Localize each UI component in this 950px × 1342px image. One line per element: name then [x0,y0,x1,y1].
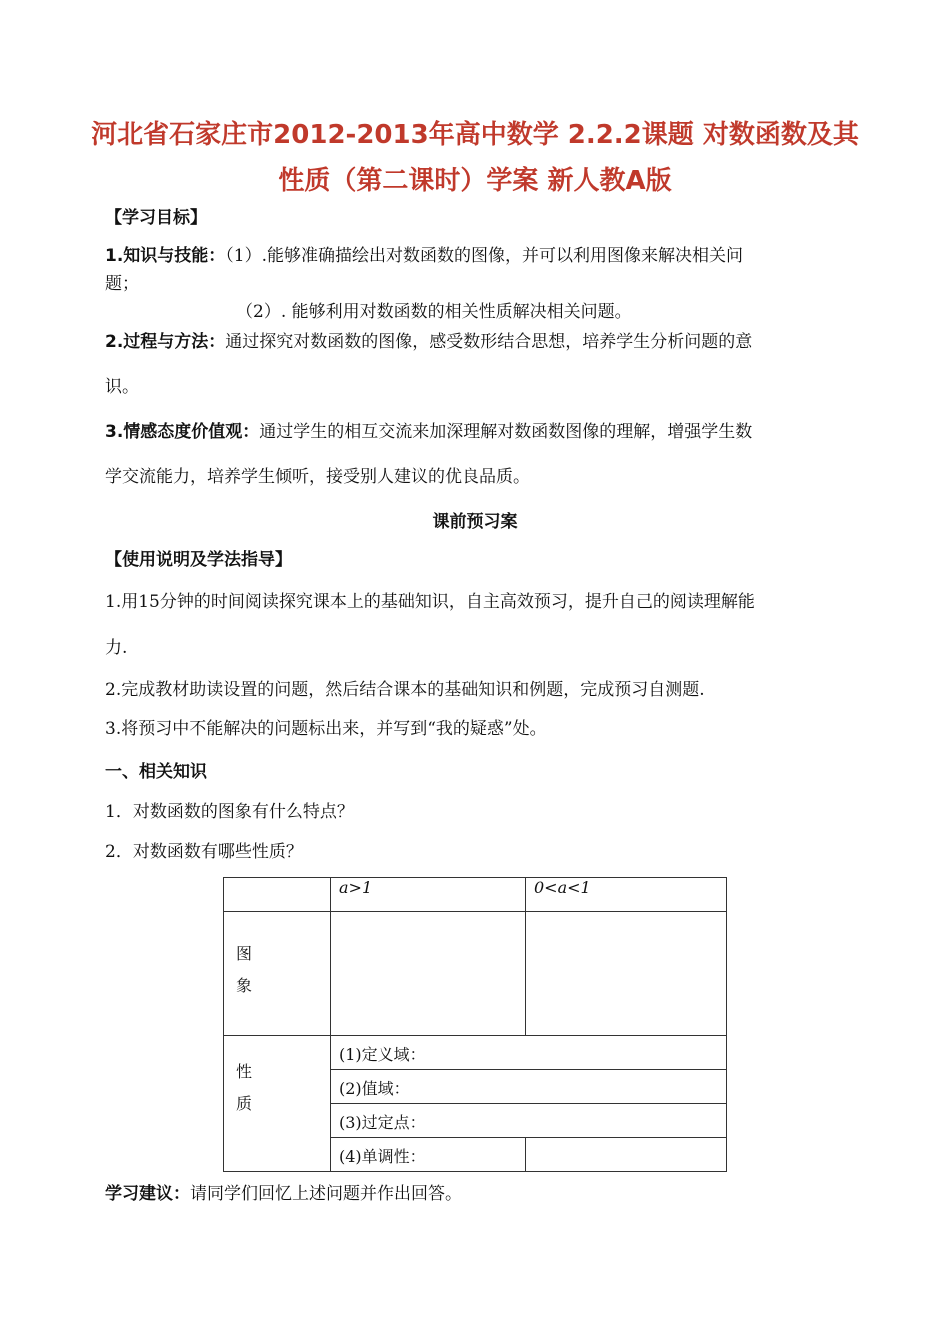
property-monotonicity: (4)单调性： [331,1138,526,1172]
header-a-between-0-1: 0<a<1 [526,878,727,912]
guide-item-2: 2.完成教材助读设置的问题，然后结合课本的基础知识和例题，完成预习自测题. [105,680,705,700]
table-corner-cell [224,878,331,912]
property-range: (2)值域： [331,1070,727,1104]
objectives-heading: 【学习目标】 [105,208,207,228]
row-label-graph: 图 象 [224,912,331,1036]
guide-item-1-cont: 力. [105,638,128,658]
knowledge-skill-text-1: （1）.能够准确描绘出对数函数的图像，并可以利用图像来解决相关问 [225,246,744,266]
study-advice-text: 请同学们回忆上述问题并作出回答。 [190,1184,462,1204]
property-domain: (1)定义域： [331,1036,727,1070]
question-2: 2．对数函数有哪些性质？ [105,842,303,862]
process-method-line [105,330,850,354]
preview-section-heading: 课前预习案 [432,512,518,532]
guide-item-3: 3.将预习中不能解决的问题标出来，并写到“我的疑惑”处。 [105,719,547,739]
study-advice-line [105,1182,850,1206]
emotion-value-text: 通过学生的相互交流来加深理解对数函数图像的理解，增强学生数 [259,422,753,442]
process-method-text-cont: 识。 [105,377,139,397]
document-title-line-2: 性质（第二课时）学案 新人教A版 [278,166,672,196]
graph-cell-a-between [526,912,727,1036]
property-monotonicity-blank [526,1138,727,1172]
property-fixed-point: (3)过定点： [331,1104,727,1138]
guide-item-1: 1.用15分钟的时间阅读探究课本上的基础知识，自主高效预习，提升自己的阅读理解能 [105,592,755,612]
document-title-line-1: 河北省石家庄市2012-2013年高中数学 2.2.2课题 对数函数及其 [91,120,859,150]
related-knowledge-heading: 一、相关知识 [105,762,207,782]
emotion-value-label: 3.情感态度价值观： [105,422,260,442]
study-advice-label: 学习建议： [105,1184,190,1204]
header-a-greater-1: a>1 [331,878,526,912]
emotion-value-line [105,420,850,444]
question-1: 1．对数函数的图象有什么特点？ [105,802,354,822]
knowledge-skill-text-2: （2）. 能够利用对数函数的相关性质解决相关问题。 [236,302,632,322]
row-label-properties: 性 质 [224,1036,331,1172]
emotion-value-text-cont: 学交流能力，培养学生倾听，接受别人建议的优良品质。 [105,467,530,487]
knowledge-skill-line [105,244,850,268]
usage-guide-heading: 【使用说明及学法指导】 [105,550,292,570]
process-method-label: 2.过程与方法： [105,332,226,352]
knowledge-skill-label: 1.知识与技能： [105,246,226,266]
log-function-table [223,877,727,1172]
graph-cell-a-greater-1 [331,912,526,1036]
knowledge-skill-text-1-cont: 题； [105,274,139,294]
process-method-text: 通过探究对数函数的图像，感受数形结合思想，培养学生分析问题的意 [225,332,753,352]
